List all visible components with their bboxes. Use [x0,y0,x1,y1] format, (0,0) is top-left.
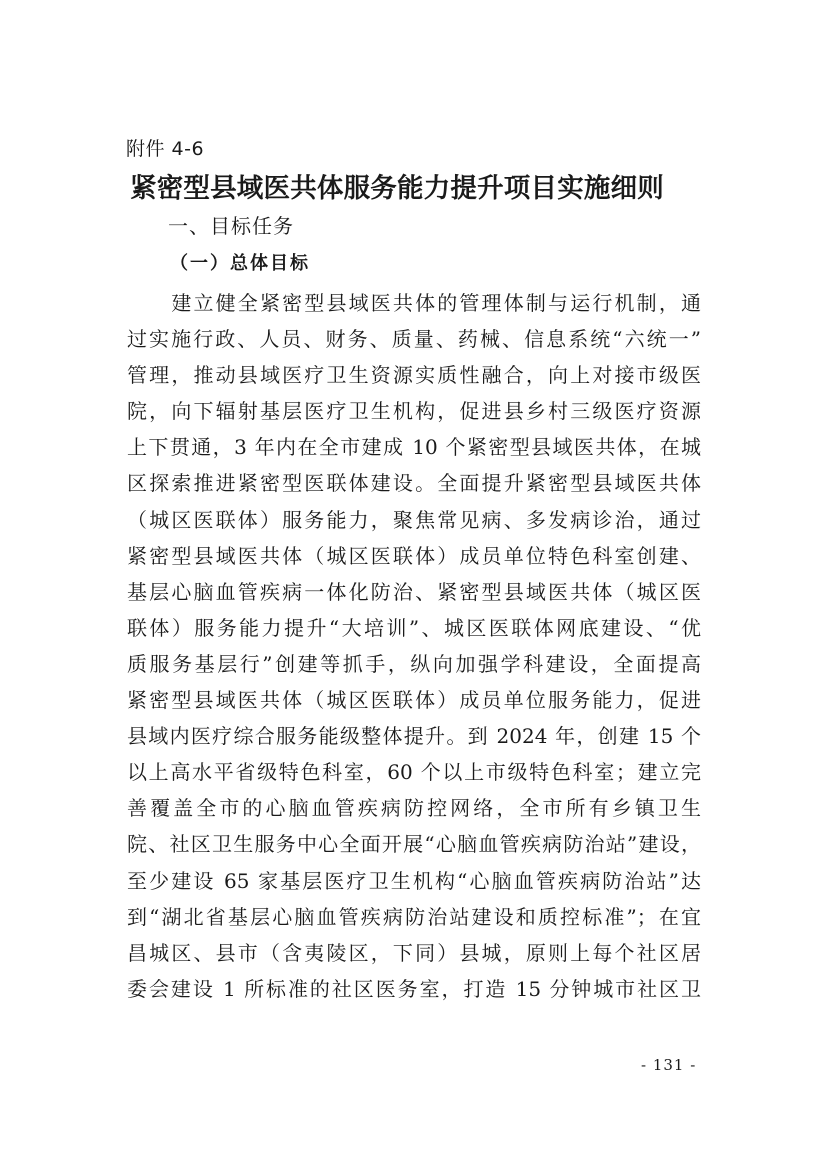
paragraph-line: 管理，推动县域医疗卫生资源实质性融合，向上对接市级医 [127,363,701,388]
paragraph-line: 紧密型县域医共体（城区医联体）成员单位服务能力，促进 [127,688,701,713]
paragraph-line: 紧密型县域医共体（城区医联体）成员单位特色科室创建、 [127,543,701,568]
paragraph-line: 到“湖北省基层心脑血管疾病防治站建设和质控标准”；在宜 [127,904,701,929]
paragraph-line: 过实施行政、人员、财务、质量、药械、信息系统“六统一” [127,327,701,352]
subsection-heading: （一）总体目标 [170,253,310,274]
paragraph-line: 上下贯通，3 年内在全市建成 10 个紧密型县域医共体，在城 [127,435,701,460]
paragraph-line: 善覆盖全市的心脑血管疾病防控网络，全市所有乡镇卫生 [127,796,701,821]
document-title: 紧密型县域医共体服务能力提升项目实施细则 [130,173,664,204]
paragraph-line: 以上高水平省级特色科室，60 个以上市级特色科室；建立完 [127,760,701,785]
body-paragraph [127,285,701,1007]
paragraph-line: 昌城区、县市（含夷陵区，下同）县城，原则上每个社区居 [127,940,701,965]
paragraph-line: 联体）服务能力提升“大培训”、城区医联体网底建设、“优 [127,615,701,640]
paragraph-line: 县域内医疗综合服务能级整体提升。到 2024 年，创建 15 个 [127,724,701,749]
paragraph-line: （城区医联体）服务能力，聚焦常见病、多发病诊治，通过 [127,507,701,532]
paragraph-line: 区探索推进紧密型医联体建设。全面提升紧密型县域医共体 [127,471,701,496]
paragraph-line: 至少建设 65 家基层医疗卫生机构“心脑血管疾病防治站”达 [127,868,701,893]
paragraph-line: 院、社区卫生服务中心全面开展“心脑血管疾病防治站”建设， [127,832,701,857]
annex-label: 附件 4-6 [126,138,205,160]
paragraph-line: 基层心脑血管疾病一体化防治、紧密型县域医共体（城区医 [127,579,701,604]
paragraph-line: 委会建设 1 所标准的社区医务室，打造 15 分钟城市社区卫 [127,976,701,1001]
page-number: - 131 - [641,1056,697,1074]
paragraph-line: 院，向下辐射基层医疗卫生机构，促进县乡村三级医疗资源 [127,399,701,424]
paragraph-line: 质服务基层行”创建等抓手，纵向加强学科建设，全面提高 [127,651,701,676]
paragraph-line: 建立健全紧密型县域医共体的管理体制与运行机制，通 [127,291,701,315]
section-heading: 一、目标任务 [168,214,294,238]
